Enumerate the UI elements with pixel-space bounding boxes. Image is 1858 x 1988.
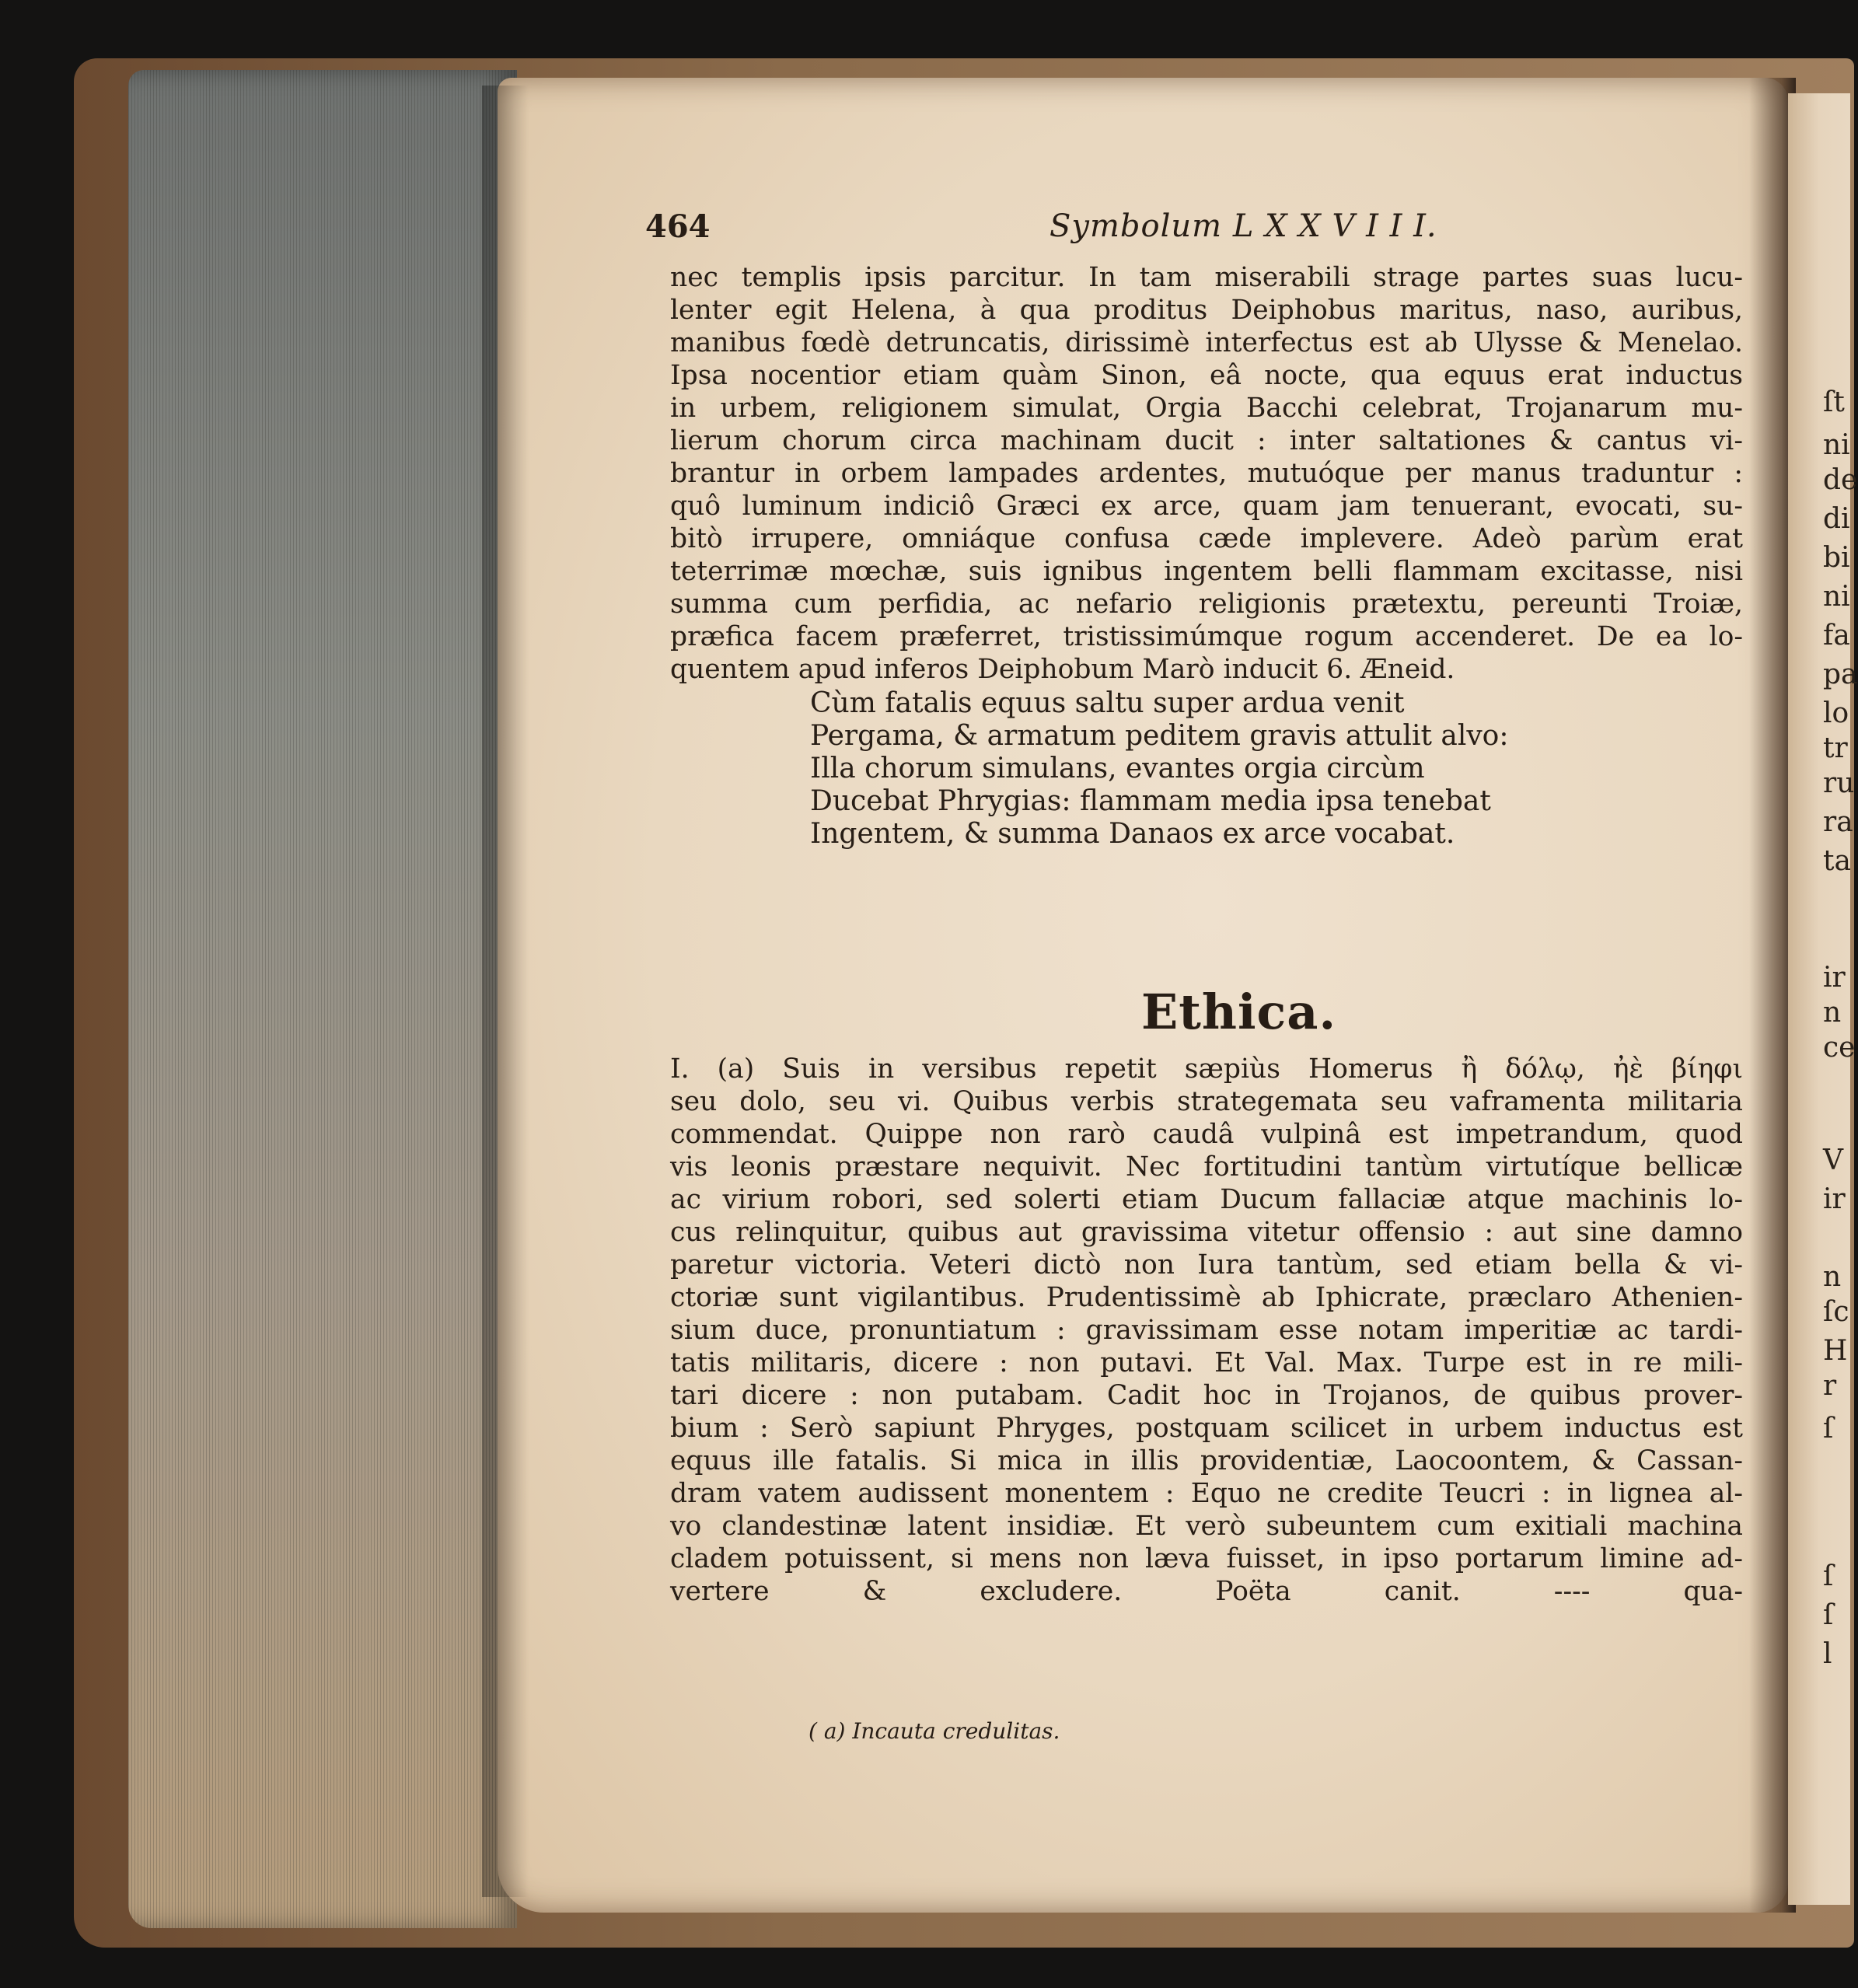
- text-line: vis leonis præstare nequivit. Nec fortitudini tantùm virtutíque bellicæ: [670, 1151, 1743, 1183]
- facing-page-fragment: lo: [1823, 697, 1849, 729]
- text-line: in urbem, religionem simulat, Orgia Bacchi celebrat, Trojanarum mu-: [670, 393, 1743, 424]
- facing-page-fragment: bi: [1823, 542, 1850, 574]
- page-number: 464: [645, 208, 711, 245]
- text-line: quô luminum indiciô Græci ex arce, quam jam tenuerant, evocati, su-: [670, 491, 1743, 522]
- text-line: equus ille fatalis. Si mica in illis providentiæ, Laocoontem, & Cassan-: [670, 1445, 1743, 1476]
- text-line: bitò irrupere, omniáque confusa cæde implevere. Adeò parùm erat: [670, 523, 1743, 554]
- verse-line: Ducebat Phrygias: flammam media ipsa tenebat: [810, 785, 1491, 817]
- text-line: brantur in orbem lampades ardentes, mutuóque per manus traduntur :: [670, 458, 1743, 489]
- page-edges: [128, 70, 517, 1928]
- text-line: teterrimæ mœchæ, suis ignibus ingentem belli flammam excitasse, nisi: [670, 556, 1743, 587]
- verse-line: Cùm fatalis equus saltu super ardua venit: [810, 687, 1405, 719]
- text-line: cladem potuissent, si mens non læva fuisset, in ipso portarum limine ad-: [670, 1543, 1743, 1574]
- facing-page-fragment: n: [1823, 997, 1842, 1029]
- facing-page-fragment: ni: [1823, 581, 1850, 613]
- facing-page-fragment: di: [1823, 503, 1850, 535]
- text-line: manibus fœdè detruncatis, dirissimè interfectus est ab Ulysse & Menelao.: [670, 327, 1743, 358]
- text-line: nec templis ipsis parcitur. In tam miserabili strage partes suas lucu-: [670, 262, 1743, 293]
- text-line: paretur victoria. Veteri dictò non Iura tantùm, sed etiam bella & vi-: [670, 1249, 1743, 1280]
- facing-page-fragment: H: [1823, 1335, 1848, 1367]
- text-line: ac virium robori, sed solerti etiam Ducum fallaciæ atque machinis lo-: [670, 1184, 1743, 1215]
- facing-page-fragment: ra: [1823, 806, 1853, 838]
- facing-page-fragment: pa: [1823, 659, 1858, 690]
- text-line: bium : Serò sapiunt Phryges, postquam scilicet in urbem inductus est: [670, 1413, 1743, 1444]
- text-line: lierum chorum circa machinam ducit : inter saltationes & cantus vi-: [670, 425, 1743, 456]
- verse-line: Ingentem, & summa Danaos ex arce vocabat.: [810, 818, 1455, 850]
- facing-page-fragment: r: [1823, 1370, 1837, 1402]
- facing-page-fragment: fa: [1823, 620, 1850, 652]
- facing-page-fragment: ce: [1823, 1032, 1856, 1064]
- running-head: Symbolum L X X V I I I.: [1049, 208, 1437, 244]
- verse-line: Illa chorum simulans, evantes orgia circùm: [810, 753, 1425, 784]
- facing-page-fragment: V: [1823, 1144, 1843, 1176]
- verse-line: Pergama, & armatum peditem gravis attulit alvo:: [810, 720, 1509, 752]
- text-line: summa cum perfidia, ac nefario religionis prætextu, pereunti Troiæ,: [670, 589, 1743, 620]
- page-edge-shadow: [482, 86, 529, 1897]
- facing-page-fragment: tr: [1823, 732, 1848, 764]
- text-line: dram vatem audissent monentem : Equo ne credite Teucri : in lignea al-: [670, 1478, 1743, 1509]
- text-line: seu dolo, seu vi. Quibus verbis strategemata seu vaframenta militaria: [670, 1086, 1743, 1117]
- text-line: Ipsa nocentior etiam quàm Sinon, eâ nocte, qua equus erat inductus: [670, 360, 1743, 391]
- text-line: commendat. Quippe non rarò caudâ vulpinâ est impetrandum, quod: [670, 1119, 1743, 1150]
- facing-page-fragment: n: [1823, 1261, 1842, 1293]
- facing-page-fragment: l: [1823, 1638, 1832, 1670]
- facing-page-fragment: ſ: [1823, 1599, 1834, 1631]
- text-line: præfica facem præferret, tristissimúmque rogum accenderet. De ea lo-: [670, 621, 1743, 652]
- facing-page-fragment: ta: [1823, 845, 1851, 877]
- text-line: quentem apud inferos Deiphobum Marò inducit 6. Æneid.: [670, 654, 1455, 685]
- facing-page-fragment: ru: [1823, 767, 1855, 799]
- footnote: ( a) Incauta credulitas.: [809, 1718, 1060, 1744]
- text-line: ctoriæ sunt vigilantibus. Prudentissimè ab Iphicrate, præclaro Athenien-: [670, 1282, 1743, 1313]
- section-heading: Ethica.: [1141, 984, 1337, 1040]
- text-line: vertere & excludere. Poëta canit. ---- qua-: [670, 1576, 1743, 1607]
- text-line: lenter egit Helena, à qua proditus Deiphobus maritus, naso, auribus,: [670, 295, 1743, 326]
- facing-page-fragment: ir: [1823, 962, 1846, 994]
- facing-page-fragment: ſt: [1823, 386, 1845, 418]
- facing-page-fragment: de: [1823, 464, 1858, 496]
- text-line: sium duce, pronuntiatum : gravissimam esse notam imperitiæ ac tardi-: [670, 1315, 1743, 1346]
- text-line: tari dicere : non putabam. Cadit hoc in Trojanos, de quibus prover-: [670, 1380, 1743, 1411]
- text-line: tatis militaris, dicere : non putavi. Et Val. Max. Turpe est in re mili-: [670, 1347, 1743, 1378]
- text-line: vo clandestinæ latent insidiæ. Et verò subeuntem cum exitiali machina: [670, 1511, 1743, 1542]
- facing-page-fragment: ſc: [1823, 1296, 1849, 1328]
- facing-page-fragment: ſ: [1823, 1560, 1834, 1592]
- facing-page-fragment: ir: [1823, 1183, 1846, 1215]
- facing-page-fragment: ni: [1823, 429, 1850, 461]
- text-line: cus relinquitur, quibus aut gravissima vitetur offensio : aut sine damno: [670, 1217, 1743, 1248]
- text-line: I. (a) Suis in versibus repetit sæpiùs Homerus ἢ δόλῳ, ἠὲ βίηφι: [670, 1053, 1743, 1085]
- facing-page-fragment: ſ: [1823, 1413, 1834, 1445]
